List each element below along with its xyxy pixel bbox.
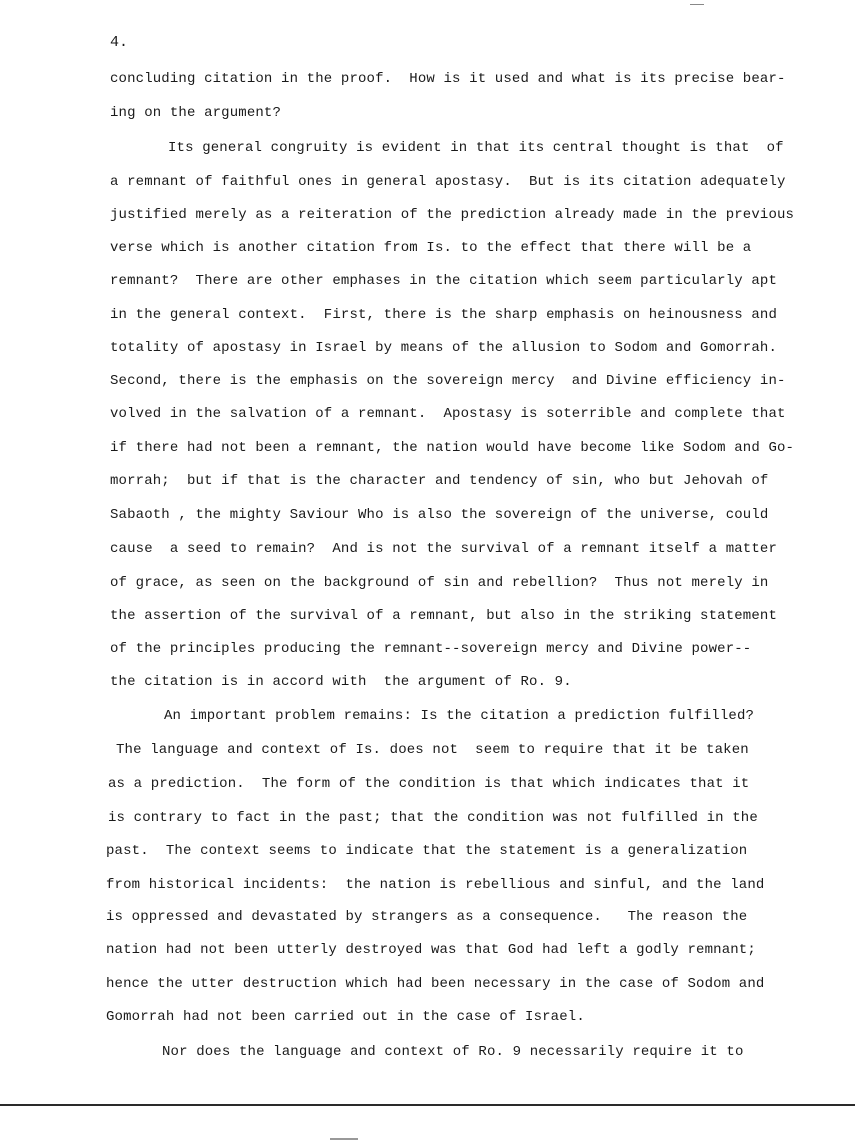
text-line-22: as a prediction. The form of the condition is that which indicates that it [108,776,750,792]
text-line-19: the citation is in accord with the argument of Ro. 9. [110,674,572,690]
text-line-27: nation had not been utterly destroyed was that God had left a godly remnant; [106,942,756,958]
text-line-14: Sabaoth , the mighty Saviour Who is also the sovereign of the universe, could [110,507,769,523]
text-line-6: verse which is another citation from Is. to the effect that there will be a [110,240,752,256]
text-line-1: concluding citation in the proof. How is it used and what is its precise bear- [110,71,786,87]
text-line-30: Nor does the language and context of Ro. 9 necessarily require it to [162,1044,744,1060]
text-line-18: of the principles producing the remnant--sovereign mercy and Divine power-- [110,641,752,657]
text-line-11: volved in the salvation of a remnant. Apostasy is soterrible and complete that [110,406,786,422]
text-line-26: is oppressed and devastated by strangers as a consequence. The reason the [106,909,748,925]
text-line-24: past. The context seems to indicate that the statement is a generalization [106,843,748,859]
text-line-21: The language and context of Is. does not seem to require that it be taken [116,742,749,758]
text-line-10: Second, there is the emphasis on the sovereign mercy and Divine efficiency in- [110,373,786,389]
text-line-23: is contrary to fact in the past; that the condition was not fulfilled in the [108,810,758,826]
page-number: 4. [110,34,129,51]
text-line-8: in the general context. First, there is the sharp emphasis on heinousness and [110,307,778,323]
bottom-rule [0,1104,855,1106]
text-line-7: remnant? There are other emphases in the citation which seem particularly apt [110,273,778,289]
text-line-2: ing on the argument? [110,105,282,121]
text-line-15: cause a seed to remain? And is not the survival of a remnant itself a matter [110,541,778,557]
text-line-12: if there had not been a remnant, the nation would have become like Sodom and Go- [110,440,795,456]
text-line-5: justified merely as a reiteration of the prediction already made in the previous [110,207,795,223]
text-line-3: Its general congruity is evident in that its central thought is that of [168,140,784,156]
scan-speck-bottom [330,1138,358,1140]
text-line-17: the assertion of the survival of a remnant, but also in the striking statement [110,608,778,624]
text-line-25: from historical incidents: the nation is rebellious and sinful, and the land [106,877,765,893]
scan-speck-top [690,4,704,5]
text-line-9: totality of apostasy in Israel by means of the allusion to Sodom and Gomorrah. [110,340,778,356]
text-line-16: of grace, as seen on the background of sin and rebellion? Thus not merely in [110,575,769,591]
text-line-4: a remnant of faithful ones in general apostasy. But is its citation adequately [110,174,786,190]
text-line-29: Gomorrah had not been carried out in the case of Israel. [106,1009,585,1025]
text-line-28: hence the utter destruction which had been necessary in the case of Sodom and [106,976,765,992]
text-line-13: morrah; but if that is the character and tendency of sin, who but Jehovah of [110,473,769,489]
text-line-20: An important problem remains: Is the citation a prediction fulfilled? [164,708,755,724]
